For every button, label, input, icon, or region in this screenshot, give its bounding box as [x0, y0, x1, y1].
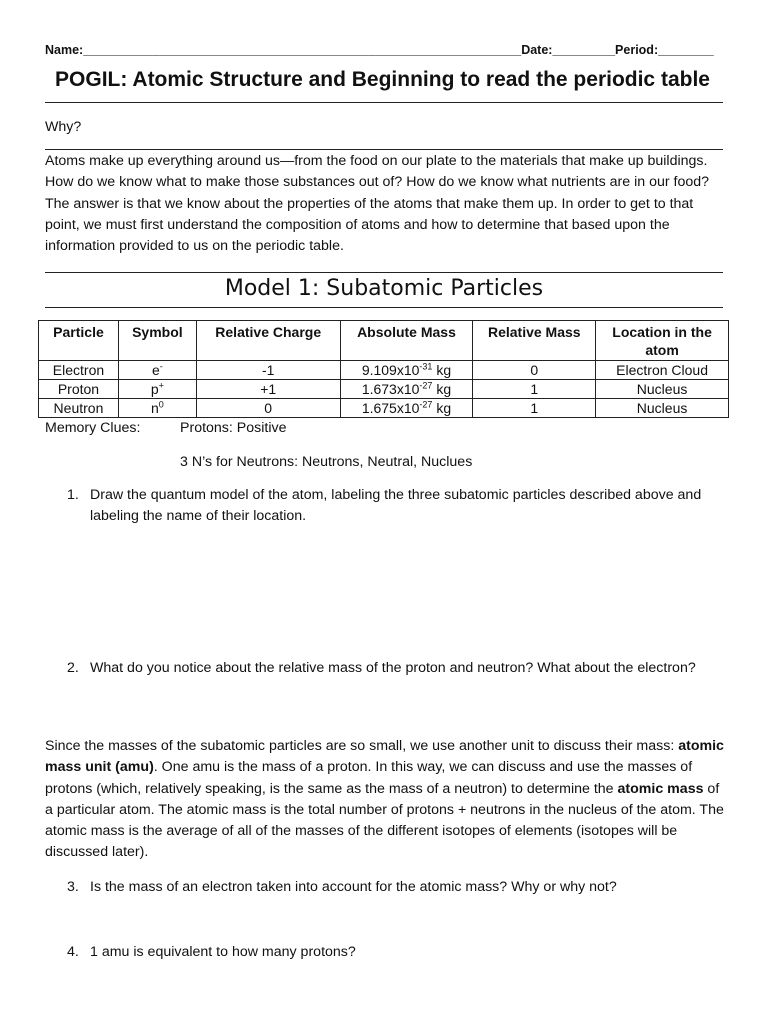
header-symbol: Symbol [118, 321, 196, 361]
cell-charge: -1 [196, 361, 340, 380]
cell-absolute-mass: $1.675x10^{-27}$ kg [340, 399, 473, 418]
question-2 [67, 658, 727, 679]
cell-location: Nucleus [596, 380, 729, 399]
question-text: Is the mass of an electron taken into account for the atomic mass? Why or why not? [90, 879, 617, 895]
question-text: 1 amu is equivalent to how many protons? [90, 944, 356, 960]
model-top-divider [45, 272, 723, 273]
table-row [39, 361, 729, 380]
page-title: POGIL: Atomic Structure and Beginning to read the periodic table [55, 68, 710, 91]
model-bottom-divider [45, 307, 723, 308]
name-blank[interactable]: _______________________________________________________________ [83, 43, 522, 57]
question-number: 3. [67, 879, 79, 895]
header-absolute-mass: Absolute Mass [340, 321, 473, 361]
question-3 [67, 877, 727, 898]
memory-clue-protons: Protons: Positive [180, 420, 287, 436]
period-blank[interactable]: ________ [658, 43, 714, 57]
header-location: Location in the atom [596, 321, 729, 361]
cell-relative-mass: 1 [473, 399, 596, 418]
amu-paragraph: Since the masses of the subatomic particles are so small, we use another unit to discuss their mass: atomic mass unit (amu). One amu is the mass of a proton. In this way, we can discuss and use the masses of protons (which, relatively speaking, is the same as the mass of a neutron) to determine the atomic mass of a particular atom. The atomic mass is the total number of protons + neutrons in the nucleus of the atom. The atomic mass is the average of all of the masses of the different isotopes of elements (isotopes will be discussed later). [45, 738, 724, 861]
cell-relative-mass: 1 [473, 380, 596, 399]
question-number: 4. [67, 944, 79, 960]
cell-particle: Proton [39, 380, 119, 399]
table-row [39, 380, 729, 399]
period-label: Period: [615, 43, 659, 57]
amu-term: atomic mass unit (amu) [45, 738, 724, 776]
atomic-mass-term: atomic mass [617, 780, 704, 797]
cell-symbol: e- [118, 361, 196, 380]
cell-absolute-mass: $9.109x10^{-31}$ kg [340, 361, 473, 380]
cell-absolute-mass: $1.673x10^{-27}$ kg [340, 380, 473, 399]
cell-location: Nucleus [596, 399, 729, 418]
memory-clues-label: Memory Clues: [45, 420, 141, 436]
memory-clue-neutrons: 3 N’s for Neutrons: Neutrons, Neutral, Nuclues [180, 454, 473, 470]
cell-symbol: $n^0$ [118, 399, 196, 418]
cell-particle: Electron [39, 361, 119, 380]
question-text: Draw the quantum model of the atom, labeling the three subatomic particles described above and labeling the name of their location. [90, 487, 702, 525]
cell-location: Electron Cloud [596, 361, 729, 380]
header-particle: Particle [39, 321, 119, 361]
title-divider [45, 102, 723, 103]
question-text: What do you notice about the relative mass of the proton and neutron? What about the electron? [90, 660, 696, 676]
header-relative-mass: Relative Mass [473, 321, 596, 361]
header-fields [45, 43, 720, 57]
why-label: Why? [45, 119, 82, 135]
cell-charge: +1 [196, 380, 340, 399]
date-blank[interactable]: _________ [552, 43, 616, 57]
question-4 [67, 942, 727, 963]
question-number: 1. [67, 487, 79, 503]
header-relative-charge: Relative Charge [196, 321, 340, 361]
date-label: Date: [521, 43, 553, 57]
why-divider [45, 149, 723, 150]
model-title: Model 1: Subatomic Particles [224, 276, 544, 301]
table-row [39, 399, 729, 418]
table-header-row [39, 321, 729, 361]
cell-symbol: p+ [118, 380, 196, 399]
cell-charge: 0 [196, 399, 340, 418]
intro-paragraph: Atoms make up everything around us—from the food on our plate to the materials that make up buildings. How do we know what to make those substances out of? How do we know what nutrients are in our food? The answer is that we know about the properties of the atoms that make them up. In order to get to that point, we must first understand the composition of atoms and how to determine that based upon the information provided to us on the periodic table. [45, 153, 710, 255]
question-1 [67, 485, 727, 528]
cell-relative-mass: 0 [473, 361, 596, 380]
subatomic-particles-table [38, 320, 729, 418]
name-label: Name: [45, 43, 84, 57]
question-number: 2. [67, 660, 79, 676]
cell-particle: Neutron [39, 399, 119, 418]
